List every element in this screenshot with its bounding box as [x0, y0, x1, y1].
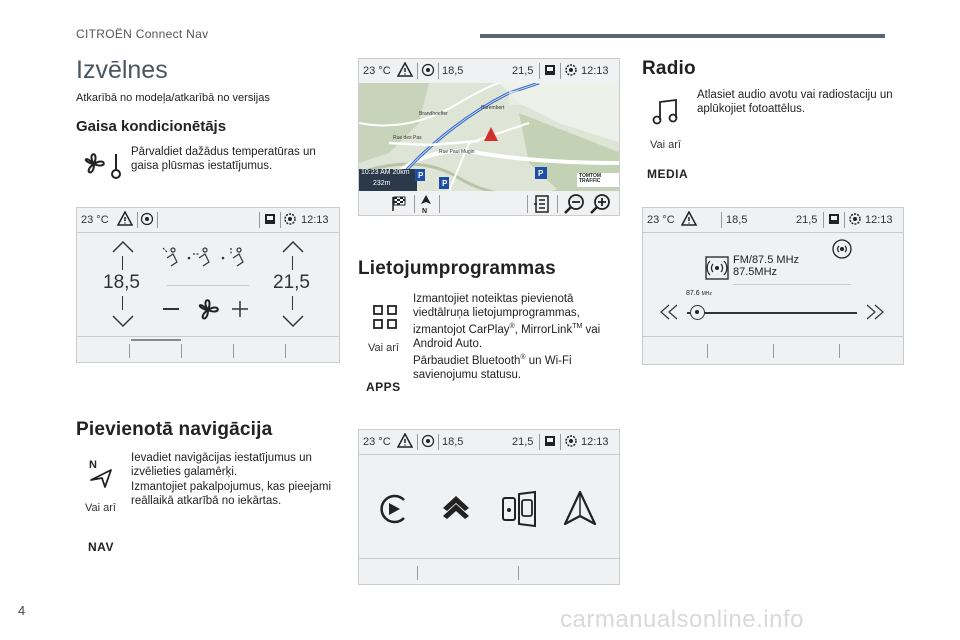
status-time: 12:13: [581, 436, 609, 448]
warning-icon: [681, 211, 697, 227]
warning-icon: [117, 211, 133, 227]
radio-title: Radio: [642, 58, 696, 79]
settings-icon: [564, 434, 578, 448]
fan-decrease-button[interactable]: [163, 308, 179, 310]
zoom-in-icon[interactable]: [589, 193, 611, 215]
svg-text:N: N: [89, 459, 97, 471]
apps-description: Izmantojiet noteiktas pievienotā viedtālruņa lietojumprogrammas, izmantojot CarPlay®, MirrorLink™ vai Android Auto. Pārbaudiet Bluetooth® un Wi-Fi savienojumu statusu.: [413, 293, 601, 381]
radio-station-icon: [705, 256, 729, 280]
warning-icon: [397, 433, 413, 449]
fan-thermometer-icon: [80, 148, 126, 180]
apps-title: Lietojumprogrammas: [358, 258, 556, 279]
nav-toolbar: [359, 191, 620, 216]
map-view[interactable]: [359, 83, 620, 191]
right-temp-value: 21,5: [273, 272, 310, 293]
status-temp: 23 °C: [363, 436, 391, 448]
left-temp-down-button[interactable]: [111, 314, 135, 328]
compass-north-icon[interactable]: [419, 194, 433, 214]
radio-or-label: Vai arī: [650, 139, 681, 151]
apps-grid-icon: [373, 305, 397, 329]
status-time: 12:13: [865, 214, 893, 226]
page-number: 4: [18, 603, 26, 618]
page-subtitle: Atkarībā no modeļa/atkarībā no versijas: [76, 92, 270, 104]
status-right-temp: 21,5: [512, 65, 534, 77]
status-temp: 23 °C: [363, 65, 391, 77]
right-temp-up-button[interactable]: [281, 240, 305, 254]
music-note-icon: [652, 98, 680, 126]
fan-icon: [194, 296, 222, 324]
apps-or-label: Vai arī: [368, 342, 399, 354]
watermark: carmanualsonline.info: [560, 606, 804, 633]
tuner-frequency-label: 87.6 MHz: [686, 290, 712, 297]
svg-text:P: P: [538, 169, 544, 178]
map-street-label: Rue des Pas: [393, 135, 422, 141]
status-left-temp: 18,5: [442, 436, 464, 448]
svg-text:P: P: [418, 171, 424, 180]
svg-text:P: P: [442, 179, 448, 188]
phone-icon: [543, 434, 557, 448]
media-button-label: MEDIA: [647, 167, 689, 181]
radio-source-icon[interactable]: [831, 238, 853, 260]
fan-increase-button[interactable]: [231, 300, 249, 318]
left-temp-value: 18,5: [103, 272, 140, 293]
navigation-screen: [358, 58, 620, 216]
status-time: 12:13: [301, 214, 329, 226]
station-frequency: 87.5MHz: [733, 266, 778, 278]
android-auto-icon[interactable]: [563, 490, 597, 528]
climate-description: Pārvaldiet dažādus temperatūras un gaisa plūsmas iestatījumus.: [131, 146, 316, 172]
apps-status-bar: [359, 430, 619, 454]
map-next-turn-distance: 232m: [373, 180, 391, 187]
status-left-temp: 18,5: [726, 214, 748, 226]
location-icon: [140, 212, 154, 226]
tuner-slider-knob[interactable]: [690, 305, 705, 320]
destination-flag-icon[interactable]: [391, 196, 407, 212]
status-temp: 23 °C: [81, 214, 109, 226]
navigation-or-label: Vai arī: [85, 502, 116, 514]
warning-icon: [397, 62, 413, 78]
climate-screen: [76, 207, 340, 363]
svg-text:N: N: [422, 208, 428, 214]
status-temp: 23 °C: [647, 214, 675, 226]
settings-icon: [283, 212, 297, 226]
nav-button-label: NAV: [88, 540, 114, 554]
left-temp-up-button[interactable]: [111, 240, 135, 254]
page-title: Izvēlnes: [76, 56, 168, 84]
seek-back-button[interactable]: [659, 304, 679, 320]
navigation-title: Pievienotā navigācija: [76, 419, 273, 440]
map-street-label: Rue Paul Mugin: [439, 149, 475, 155]
settings-icon: [564, 63, 578, 77]
nav-status-bar: [359, 59, 619, 83]
radio-screen: [642, 207, 904, 365]
navigation-description-2: Izmantojiet pakalpojumus, kas pieejami reāllaikā atkarībā no iekārtas.: [131, 481, 332, 507]
navigation-arrow-icon: [87, 458, 113, 488]
phone-icon: [543, 63, 557, 77]
settings-icon: [848, 212, 862, 226]
phone-projection-icon[interactable]: [501, 490, 537, 528]
apps-button-label: APPS: [366, 380, 401, 394]
status-right-temp: 21,5: [796, 214, 818, 226]
seek-forward-button[interactable]: [865, 304, 885, 320]
status-right-temp: 21,5: [512, 436, 534, 448]
status-time: 12:13: [581, 65, 609, 77]
climate-status-bar: [77, 208, 339, 232]
active-tab-indicator: [131, 339, 181, 341]
climate-title: Gaisa kondicionētājs: [76, 118, 227, 135]
map-place-label: Brandhoeffer: [419, 111, 448, 117]
phone-icon: [263, 212, 277, 226]
right-temp-down-button[interactable]: [281, 314, 305, 328]
zoom-out-icon[interactable]: [563, 193, 585, 215]
location-icon: [421, 63, 435, 77]
tuner-slider[interactable]: [687, 312, 857, 314]
map-time-distance: 10:23 AM 20km: [361, 169, 410, 176]
navigation-description-1: Ievadiet navigācijas iestatījumus un izvēlieties galamērķi.: [131, 452, 312, 478]
location-icon: [421, 434, 435, 448]
document-header: CITROËN Connect Nav: [76, 27, 209, 41]
radio-description: Atlasiet audio avotu vai radiostaciju un aplūkojiet fotoattēlus.: [697, 89, 893, 115]
radio-status-bar: [643, 208, 903, 232]
mirrorlink-icon[interactable]: [439, 492, 473, 526]
carplay-icon[interactable]: [376, 492, 410, 526]
map-place-label: Burembert: [481, 105, 505, 111]
airflow-mode-icons[interactable]: [161, 244, 257, 272]
station-frequency-band: FM/87.5 MHz: [733, 254, 800, 266]
map-layers-icon[interactable]: [533, 194, 553, 214]
apps-screen: [358, 429, 620, 585]
phone-icon: [827, 212, 841, 226]
tomtom-traffic-logo: TOMTOM TRAFFIC: [579, 173, 602, 184]
status-left-temp: 18,5: [442, 65, 464, 77]
header-bar: [480, 34, 885, 38]
